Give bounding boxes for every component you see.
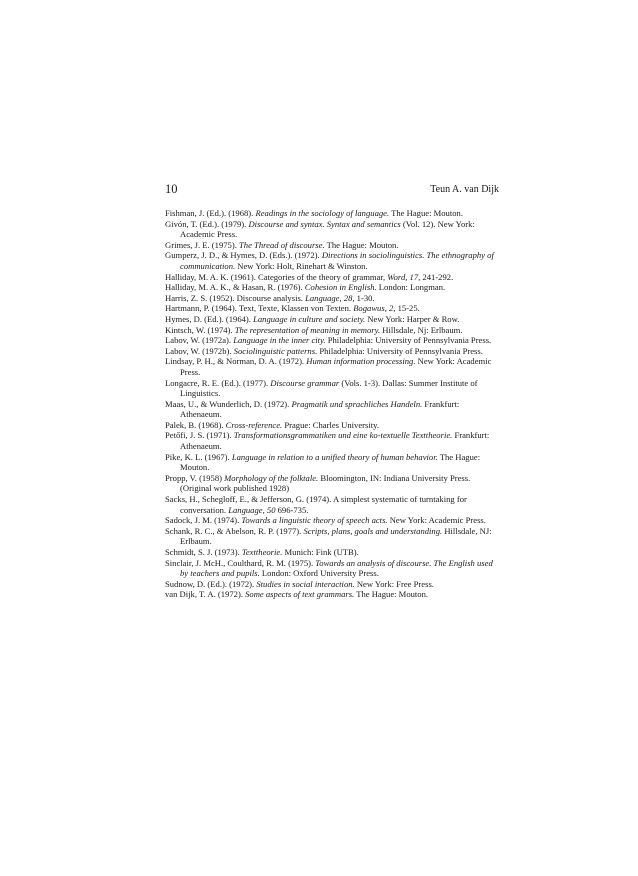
reference-pre: Lindsay, P. H., & Norman, D. A. (1972).: [165, 356, 307, 367]
reference-title: Some aspects of text grammars.: [245, 589, 355, 600]
reference-entry: [165, 250, 499, 271]
reference-pre: Schmidt, S. J. (1973).: [165, 547, 242, 557]
reference-post: The Hague: Mouton.: [389, 208, 463, 218]
reference-pre: Sadock, J. M. (1974).: [165, 515, 242, 526]
reference-post: New York: Holt, Rinehart & Winston.: [235, 260, 368, 271]
reference-entry: [165, 547, 499, 558]
reference-entry: [165, 325, 499, 336]
reference-post: 15-25.: [395, 303, 420, 314]
reference-entry: [165, 293, 499, 304]
reference-title: Discourse and syntax. Syntax and semantics: [248, 218, 401, 229]
reference-entry: [165, 494, 499, 515]
reference-post: New York: Academic Press.: [387, 515, 486, 526]
reference-title: Towards a linguistic theory of speech acts.: [241, 515, 388, 526]
reference-post: Philadelphia: University of Pennsylvania Press.: [325, 335, 492, 346]
reference-post: London: Longman.: [376, 282, 446, 293]
reference-post: Philadelphia: University of Pennsylvania Press.: [317, 345, 483, 356]
reference-title: Bogawus, 2,: [353, 303, 396, 314]
reference-title: Discourse grammar: [270, 377, 340, 388]
running-head: Teun A. van Dijk: [430, 184, 499, 195]
reference-entry: [165, 219, 499, 240]
reference-entry: [165, 378, 499, 399]
reference-title: Cohesion in English.: [304, 282, 377, 293]
reference-post: New York: Academic Press.: [180, 356, 492, 377]
reference-post: The Hague: Mouton.: [180, 451, 481, 473]
reference-pre: Halliday, M. A. K. (1961). Categories of the theory of grammar,: [165, 271, 388, 282]
reference-post: 696-735.: [275, 504, 309, 515]
reference-title: Morphology of the folktale.: [224, 472, 319, 483]
reference-pre: Gumperz, J. D., & Hymes, D. (Eds.). (1972).: [165, 250, 322, 261]
reference-pre: Grimes, J. E. (1975).: [165, 239, 239, 250]
reference-pre: Pike, K. L. (1967).: [165, 451, 232, 462]
reference-post: The Hague: Mouton.: [324, 239, 399, 250]
reference-title: Human information processing.: [306, 356, 416, 367]
reference-post: Frankfurt: Athenaeum.: [180, 430, 490, 452]
reference-pre: Halliday, M. A. K., & Hasan, R. (1976).: [165, 282, 305, 293]
reference-pre: Kintsch, W. (1974).: [165, 324, 235, 335]
reference-entry: [165, 240, 499, 251]
reference-entry: [165, 473, 499, 494]
reference-list: [165, 208, 499, 600]
reference-post: The Hague: Mouton.: [354, 589, 429, 600]
reference-post: 1-30.: [354, 292, 375, 303]
reference-title: Word, 17,: [387, 271, 421, 282]
reference-entry: [165, 430, 499, 451]
reference-entry: [165, 399, 499, 420]
reference-pre: Longacre, R. E. (Ed.). (1977).: [165, 377, 271, 388]
reference-title: Language, 50: [228, 504, 276, 515]
reference-post: (Vol. 12). New York: Academic Press.: [180, 218, 475, 240]
reference-entry: [165, 452, 499, 473]
reference-post: Prague: Charles University.: [282, 419, 380, 430]
reference-pre: Hymes, D. (Ed.). (1964).: [165, 313, 254, 324]
reference-title: Sociolinguistic patterns.: [233, 345, 318, 356]
reference-pre: Labov, W. (1972b).: [165, 345, 234, 356]
reference-post: Hillsdale, Nj: Erlbaum.: [380, 324, 463, 335]
reference-post: Hillsdale, NJ: Erlbaum.: [180, 525, 492, 547]
reference-title: Cross-reference.: [225, 419, 283, 430]
reference-title: Pragmatik und sprachliches Handeln.: [291, 398, 423, 409]
page-number: 10: [165, 182, 178, 196]
reference-pre: Sinclair, J. McH., Coulthard, R. M. (1975).: [165, 557, 316, 568]
reference-entry: [165, 272, 499, 283]
reference-pre: Givón, T. (Ed.). (1979).: [165, 218, 249, 229]
reference-pre: Hartmann, P. (1964). Text, Texte, Klassen von Texten.: [165, 303, 354, 314]
reference-pre: Sudnow, D. (Ed.). (1972).: [165, 578, 257, 589]
reference-entry: [165, 314, 499, 325]
reference-title: Directions in sociolinguistics. The ethnography of communication.: [180, 250, 494, 271]
reference-entry: [165, 420, 499, 431]
reference-entry: [165, 579, 499, 590]
reference-entry: [165, 303, 499, 314]
reference-entry: [165, 526, 499, 547]
reference-pre: Palek, B. (1968).: [165, 419, 226, 430]
reference-entry: [165, 515, 499, 526]
reference-post: Munich: Fink (UTB).: [282, 547, 359, 557]
reference-post: London: Oxford University Press.: [259, 568, 379, 579]
reference-title: Transformationsgrammatiken und eine ko-textuelle Texttheorie.: [233, 430, 453, 441]
reference-title: Scripts, plans, goals and understanding.: [303, 525, 443, 536]
reference-title: Towards an analysis of discourse. The English used by teachers and pupils.: [180, 557, 493, 579]
reference-post: (Vols. 1-3). Dallas: Summer Institute of Linguistics.: [180, 377, 478, 399]
reference-entry: [165, 282, 499, 293]
reference-post: New York: Free Press.: [354, 578, 434, 589]
reference-entry: [165, 356, 499, 377]
page-header: [165, 182, 499, 198]
reference-pre: Schank, R. C., & Abelson, R. P. (1977).: [165, 525, 304, 536]
reference-title: Texttheorie.: [241, 547, 283, 557]
reference-pre: Labov, W. (1972a).: [165, 335, 234, 346]
reference-title: The representation of meaning in memory.: [234, 324, 381, 335]
reference-title: The Thread of discourse.: [239, 239, 325, 250]
reference-title: Language, 28,: [305, 292, 355, 303]
reference-title: Language in culture and society.: [253, 313, 366, 324]
reference-entry: [165, 208, 499, 219]
reference-post: 241-292.: [420, 271, 454, 282]
reference-pre: van Dijk, T. A. (1972).: [165, 589, 246, 600]
reference-post: Bloomington, IN: Indiana University Press. (Original work published 1928): [180, 472, 471, 494]
reference-pre: Maas, U., & Wunderlich, D. (1972).: [165, 398, 292, 409]
reference-entry: [165, 558, 499, 579]
reference-pre: Petőfi, J. S. (1971).: [165, 430, 234, 441]
reference-entry: [165, 346, 499, 357]
reference-title: Language in the inner city.: [233, 335, 326, 346]
reference-pre: Sacks, H., Schegloff, E., & Jefferson, G. (1974). A simplest systematic of turntaking for conversation.: [165, 494, 467, 515]
reference-title: Studies in social interaction.: [256, 578, 355, 589]
reference-title: Readings in the sociology of language.: [255, 208, 390, 218]
reference-entry: [165, 589, 499, 600]
reference-pre: Harris, Z. S. (1952). Discourse analysis.: [165, 292, 306, 303]
reference-post: Frankfurt: Athenaeum.: [180, 398, 460, 420]
reference-pre: Fishman, J. (Ed.). (1968).: [165, 208, 256, 218]
reference-entry: [165, 335, 499, 346]
reference-pre: Propp, V. (1958): [165, 472, 225, 483]
reference-title: Language in relation to a unified theory of human behavior.: [231, 451, 438, 462]
reference-post: New York: Harper & Row.: [365, 313, 460, 324]
